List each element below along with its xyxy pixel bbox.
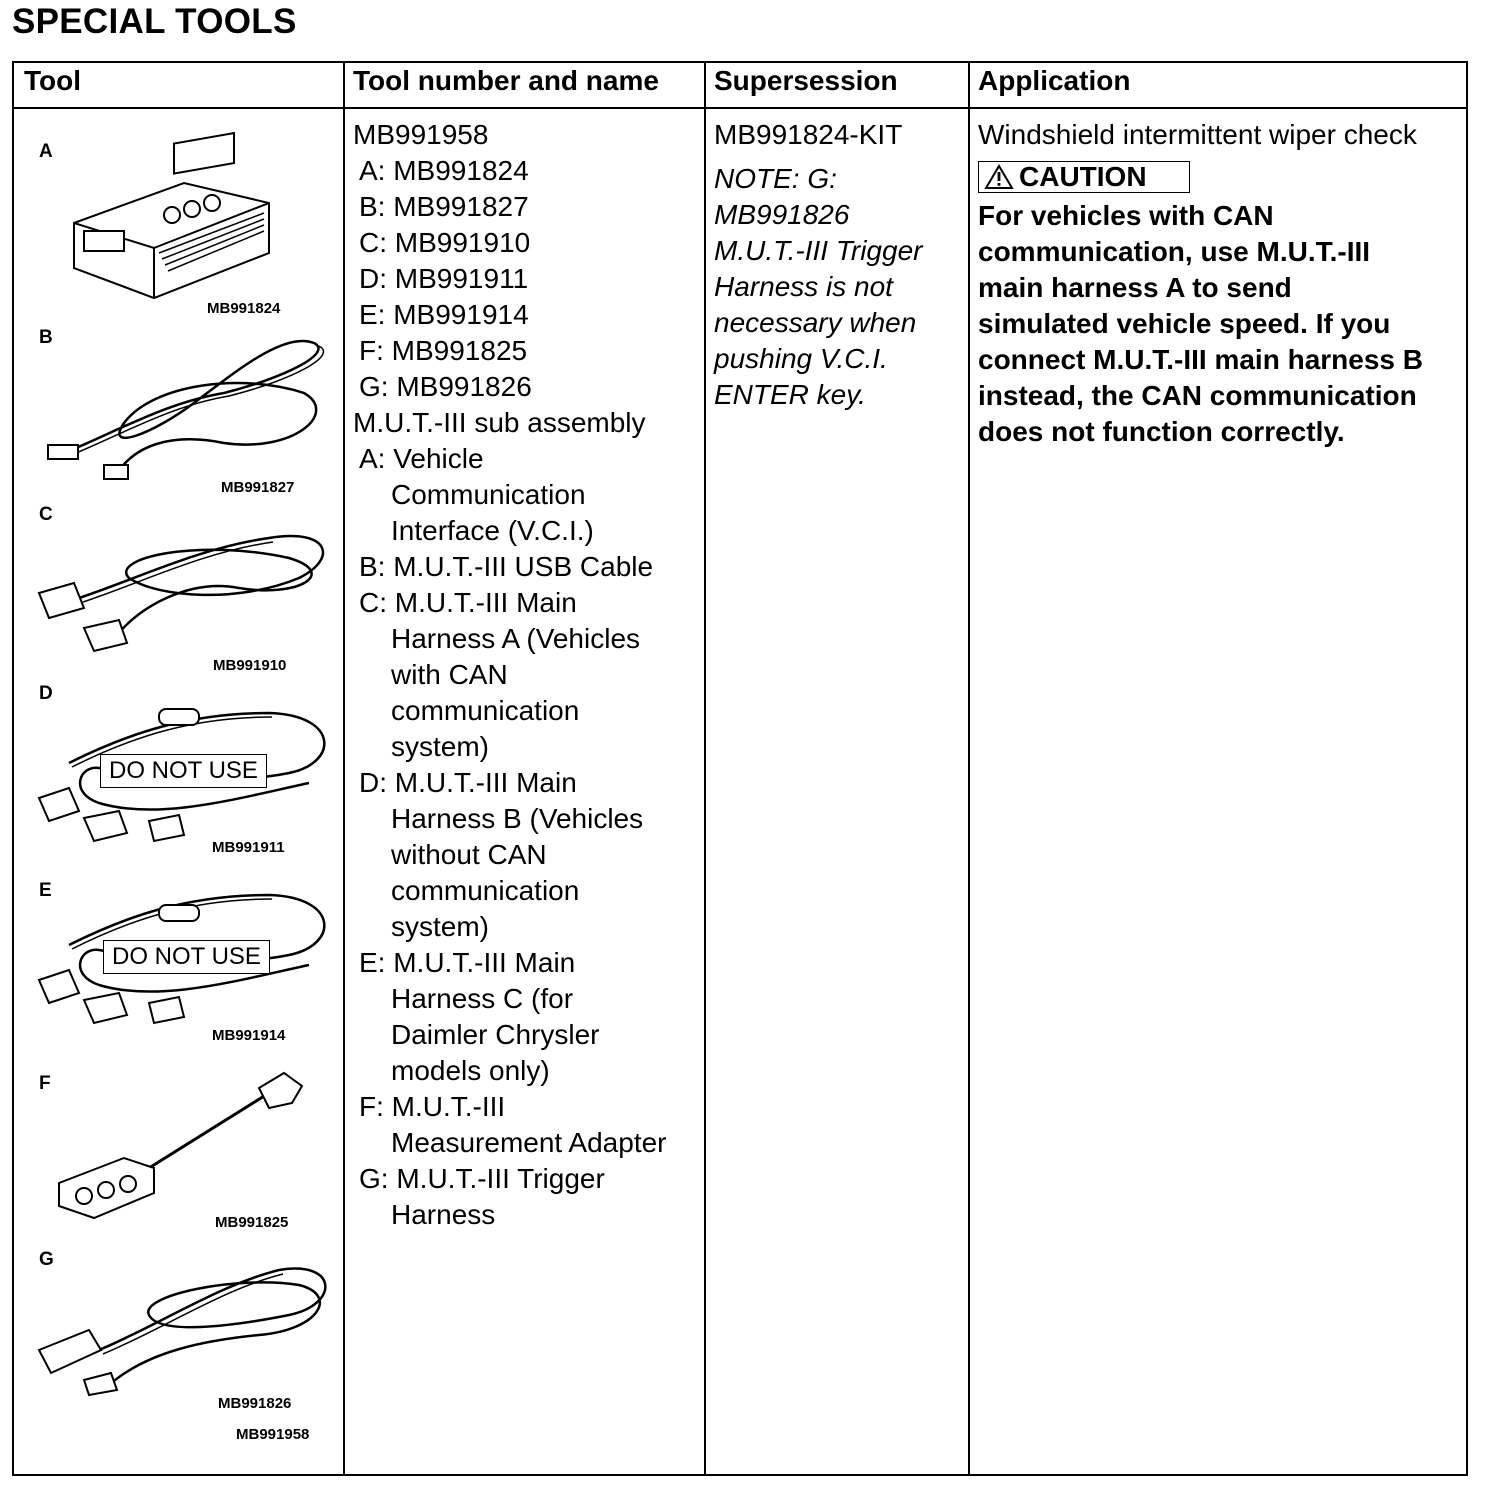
sub-assembly-line: Measurement Adapter [391, 1127, 667, 1158]
sub-assembly-title: M.U.T.-III sub assembly [353, 407, 646, 438]
measurement-adapter-icon [54, 1068, 314, 1218]
column-divider [704, 63, 706, 1474]
tool-letter-d: D [39, 683, 53, 704]
special-tools-table [12, 61, 1468, 1476]
caution-text [978, 198, 1423, 450]
sub-assembly-line: system) [391, 911, 489, 942]
sub-assembly-line: C: M.U.T.-III Main [359, 587, 577, 618]
note-line: Harness is not [714, 271, 893, 302]
sub-assembly-line: Communication [391, 479, 586, 510]
note-line: M.U.T.-III Trigger [714, 235, 923, 266]
application-value: Windshield intermittent wiper check [978, 119, 1417, 150]
sub-assembly-line: G: M.U.T.-III Trigger [359, 1163, 605, 1194]
column-divider [343, 63, 345, 1474]
vci-device-icon [64, 153, 284, 303]
supersession-cell [714, 117, 922, 413]
sub-assembly-line: Harness [391, 1199, 496, 1230]
kit-item: C: MB991910 [359, 227, 531, 258]
caution-line: simulated vehicle speed. If you [978, 308, 1391, 339]
tool-part-b: MB991827 [221, 479, 295, 496]
application-cell [978, 117, 1423, 450]
kit-number: MB991958 [353, 119, 489, 150]
sub-assembly-line: communication [391, 875, 580, 906]
caution-line: communication, use M.U.T.-III [978, 236, 1371, 267]
tool-letter-e: E [39, 880, 52, 901]
note-line: MB991826 [714, 199, 850, 230]
sub-assembly-line: Daimler Chrysler [391, 1019, 600, 1050]
trigger-harness-icon [39, 1255, 329, 1395]
kit-part-number: MB991958 [236, 1426, 310, 1443]
tool-part-d: MB991911 [212, 839, 285, 856]
tool-part-c: MB991910 [213, 657, 287, 674]
kit-item: E: MB991914 [359, 299, 529, 330]
kit-item: D: MB991911 [359, 263, 529, 294]
tool-letter-f: F [39, 1073, 51, 1094]
tool-letter-c: C [39, 504, 53, 525]
sub-assembly-line: Interface (V.C.I.) [391, 515, 594, 546]
header-supersession: Supersession [714, 65, 898, 96]
caution-line: does not function correctly. [978, 416, 1345, 447]
note-line: ENTER key. [714, 379, 866, 410]
sub-assembly-line: communication [391, 695, 580, 726]
header-tool: Tool [24, 65, 82, 96]
tool-part-e: MB991914 [212, 1027, 286, 1044]
kit-item: B: MB991827 [359, 191, 529, 222]
tool-number-cell [353, 117, 667, 1233]
sub-assembly-line: D: M.U.T.-III Main [359, 767, 577, 798]
caution-line: For vehicles with CAN [978, 200, 1274, 231]
sub-assembly-line: A: Vehicle [359, 443, 484, 474]
tool-part-g: MB991826 [218, 1395, 292, 1412]
tool-letter-b: B [39, 327, 53, 348]
sub-assembly-line: without CAN [391, 839, 547, 870]
warning-triangle-icon [985, 165, 1013, 189]
note-line: NOTE: G: [714, 163, 837, 194]
sub-assembly-line: Harness A (Vehicles [391, 623, 641, 654]
do-not-use-label: DO NOT USE [100, 754, 267, 788]
supersession-note [714, 161, 922, 413]
sub-assembly-line: Harness C (for [391, 983, 574, 1014]
sub-assembly-line: E: M.U.T.-III Main [359, 947, 576, 978]
do-not-use-label: DO NOT USE [103, 940, 270, 974]
caution-line: connect M.U.T.-III main harness B [978, 344, 1423, 375]
caution-line: instead, the CAN communication [978, 380, 1417, 411]
sub-assembly-line: B: M.U.T.-III USB Cable [359, 551, 654, 582]
sub-assembly-line: models only) [391, 1055, 550, 1086]
note-line: pushing V.C.I. [714, 343, 888, 374]
header-application: Application [978, 65, 1131, 96]
caution-label: CAUTION [1019, 161, 1147, 192]
caution-line: main harness A to send [978, 272, 1292, 303]
caution-box [978, 161, 1190, 193]
header-divider [14, 107, 1466, 109]
sub-assembly-line: system) [391, 731, 489, 762]
tool-part-f: MB991825 [215, 1214, 289, 1231]
usb-cable-icon [44, 333, 334, 483]
kit-item: G: MB991826 [359, 371, 532, 402]
note-line: necessary when [714, 307, 917, 338]
column-divider [968, 63, 970, 1474]
tool-letter-g: G [39, 1249, 54, 1270]
tool-letter-a: A [39, 141, 53, 162]
header-tool-number: Tool number and name [353, 65, 659, 96]
supersession-value: MB991824-KIT [714, 119, 903, 150]
sub-assembly-line: with CAN [391, 659, 508, 690]
kit-item: A: MB991824 [359, 155, 529, 186]
kit-item: F: MB991825 [359, 335, 528, 366]
page-title: SPECIAL TOOLS [12, 2, 297, 41]
tool-part-a: MB991824 [207, 300, 281, 317]
main-harness-a-icon [39, 518, 334, 658]
sub-assembly-line: Harness B (Vehicles [391, 803, 644, 834]
sub-assembly-line: F: M.U.T.-III [359, 1091, 506, 1122]
